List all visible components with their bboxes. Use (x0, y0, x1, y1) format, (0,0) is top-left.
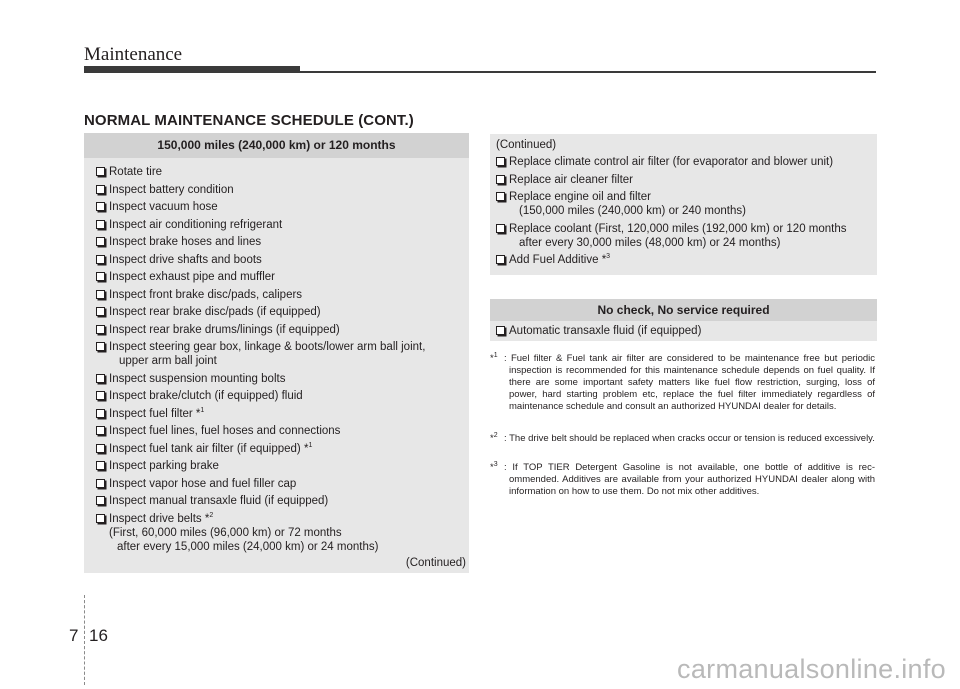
checkbox-icon (96, 444, 105, 453)
checkbox-icon (496, 255, 505, 264)
checklist-item: Inspect brake hoses and lines (84, 235, 469, 249)
schedule-heading: 150,000 miles (240,000 km) or 120 months (84, 133, 469, 158)
checklist-item: Inspect fuel filter *$^1$ (84, 407, 469, 421)
checkbox-icon (496, 157, 505, 166)
checkbox-icon (96, 272, 105, 281)
checklist-item: Inspect fuel tank air filter (if equipped) *$^1$ (84, 442, 469, 456)
watermark: carmanualsonline.info (677, 654, 946, 684)
schedule-box-continued (490, 134, 877, 275)
checkbox-icon (96, 426, 105, 435)
checkbox-icon (96, 514, 105, 523)
no-check-box (490, 299, 877, 341)
checklist-item: Automatic transaxle fluid (if equipped) (490, 324, 877, 338)
section-title: NORMAL MAINTENANCE SCHEDULE (CONT.) (84, 112, 414, 129)
continued-note: (Continued) (405, 556, 466, 569)
page-header-title: Maintenance (84, 44, 183, 65)
checkbox-icon (96, 167, 105, 176)
checkbox-icon (96, 290, 105, 299)
checklist-item: Inspect exhaust pipe and muffler (84, 270, 469, 284)
checklist-item: Rotate tire (84, 165, 469, 179)
checkbox-icon (96, 220, 105, 229)
checklist-item: Inspect battery condition (84, 183, 469, 197)
checklist-item: Inspect vapor hose and fuel filler cap (84, 477, 469, 491)
schedule-box-150000 (84, 133, 469, 573)
checkbox-icon (96, 185, 105, 194)
continued-label: (Continued) (496, 139, 557, 151)
checkbox-icon (96, 391, 105, 400)
checklist-item: Inspect drive belts *$^2$ (First, 60,000 miles (96,000 km) or 72 months after every 15,000 miles (24,000 km) or 24 months) (84, 512, 469, 554)
footnote-3: *$^3$ : If TOP TIER Detergent Gasoline is not available, one bottle of additive is rec-ommended. Additives are available from your authorized HYUNDAI dealer along with information on how to use them. Do not mix other additives. (490, 460, 875, 497)
checklist-item: Add Fuel Additive *$^3$ (490, 253, 877, 267)
checkbox-icon (96, 237, 105, 246)
chapter-number: 7 (69, 626, 79, 645)
checkbox-icon (96, 325, 105, 334)
checklist-item: Inspect rear brake disc/pads (if equipped) (84, 305, 469, 319)
checklist-item: Inspect suspension mounting bolts (84, 372, 469, 386)
checkbox-icon (96, 202, 105, 211)
checklist-item: Inspect air conditioning refrigerant (84, 218, 469, 232)
checklist-item: Replace climate control air filter (for evaporator and blower unit) (490, 155, 877, 169)
footnote-1: *$^1$ : Fuel filter & Fuel tank air filter are considered to be maintenance free but periodic inspection is recommended for this maintenance schedule depends on fuel quality. If there are some important safety matters like fuel flow restriction, surging, loss of power, hard starting problem etc, replace the fuel filter immediately regardless of maintenance schedule and consult an authorized HYUNDAI dealer for details. (490, 351, 875, 412)
checkbox-icon (496, 192, 505, 201)
checklist-item: Replace air cleaner filter (490, 173, 877, 187)
checkbox-icon (496, 224, 505, 233)
checkbox-icon (496, 326, 505, 335)
checkbox-icon (96, 342, 105, 351)
checkbox-icon (96, 479, 105, 488)
no-check-heading: No check, No service required (490, 299, 877, 321)
checklist-item: Inspect brake/clutch (if equipped) fluid (84, 389, 469, 403)
checklist-item: Inspect steering gear box, linkage & boots/lower arm ball joint, upper arm ball joint (84, 340, 469, 368)
footnote-2: *$^2$ : The drive belt should be replaced when cracks occur or tension is reduced excessively. (490, 431, 875, 444)
footer-divider-mid (84, 595, 85, 685)
checklist-item: Inspect manual transaxle fluid (if equipped) (84, 494, 469, 508)
checklist-item: Inspect drive shafts and boots (84, 253, 469, 267)
checkbox-icon (96, 307, 105, 316)
checklist-item: Inspect vacuum hose (84, 200, 469, 214)
header-rule-thin (300, 71, 876, 73)
checkbox-icon (496, 175, 505, 184)
checklist-item: Replace coolant (First, 120,000 miles (192,000 km) or 120 months after every 30,000 miles (48,000 km) or 24 months) (490, 222, 877, 250)
checklist-item: Inspect rear brake drums/linings (if equipped) (84, 323, 469, 337)
checkbox-icon (96, 255, 105, 264)
checklist-item: Replace engine oil and filter (150,000 miles (240,000 km) or 240 months) (490, 190, 877, 218)
page-number: 16 (89, 626, 108, 645)
checklist-item: Inspect front brake disc/pads, calipers (84, 288, 469, 302)
checkbox-icon (96, 374, 105, 383)
checkbox-icon (96, 496, 105, 505)
header-rule-thick (84, 66, 300, 73)
checklist-item: Inspect fuel lines, fuel hoses and connections (84, 424, 469, 438)
checkbox-icon (96, 409, 105, 418)
checklist-item: Inspect parking brake (84, 459, 469, 473)
checkbox-icon (96, 461, 105, 470)
